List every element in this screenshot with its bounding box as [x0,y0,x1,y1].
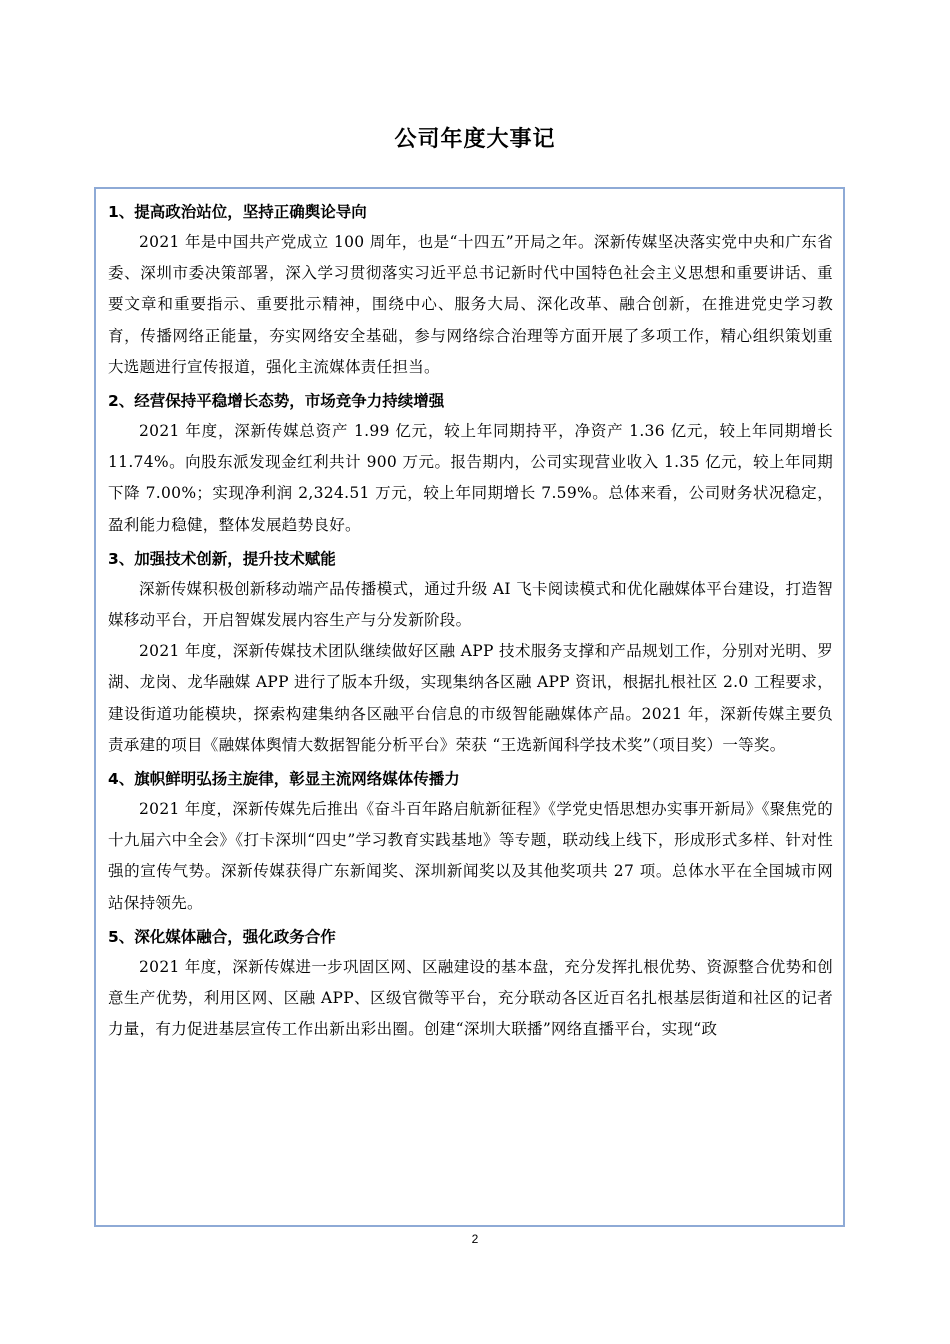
section-heading-2: 2、经营保持平稳增长态势，市场竞争力持续增强 [108,392,445,411]
section-heading-1: 1、提高政治站位，坚持正确舆论导向 [108,203,367,221]
section-1-paragraph-1: 2021 年是中国共产党成立 100 周年，也是“十四五”开局之年。深新传媒坚决落实党中央和广东省委、深圳市委决策部署，深入学习贯彻落实习近平总书记新时代中国特色社会主义思想和重要讲话、重要文章和重要指示、重要批示精神，围绕中心、服务大局、深化改革、融合创新，在推进党史学习教育，传播网络正能量，夯实网络安全基础，参与网络综合治理等方面开展了多项工作，精心组织策划重大选题进行宣传报道，强化主流媒体责任担当。 [108,233,833,376]
section-3-paragraph-1: 深新传媒积极创新移动端产品传播模式，通过升级 AI 飞卡阅读模式和优化融媒体平台建设，打造智媒移动平台，开启智媒发展内容生产与分发新阶段。 [108,579,833,630]
section-2-paragraph-1: 2021 年度，深新传媒总资产 1.99 亿元，较上年同期持平，净资产 1.36 亿元，较上年同期增长 11.74%。向股东派发现金红利共计 900 万元。报告期内，公司实现营业收入 1.35 亿元，较上年同期下降 7.00%；实现净利润 2,324.51 万元，较上年同期增长 7.59%。总体来看，公司财务状况稳定，盈利能力稳健，整体发展趋势良好。 [108,422,833,534]
section-heading-4: 4、旗帜鲜明弘扬主旋律，彰显主流网络媒体传播力 [108,770,460,789]
content-box [94,187,845,1227]
section-heading-3: 3、加强技术创新，提升技术赋能 [108,549,336,568]
section-heading-5: 5、深化媒体融合，强化政务合作 [108,927,336,946]
section-3-paragraph-2: 2021 年度，深新传媒技术团队继续做好区融 APP 技术服务支撑和产品规划工作，分别对光明、罗湖、龙岗、龙华融媒 APP 进行了版本升级，实现集纳各区融 APP 资讯，根据扎根社区 2.0 工程要求，建设街道功能模块，探索构建集纳各区融平台信息的市级智能融媒体产品。2021 年，深新传媒主要负责承建的项目《融媒体舆情大数据智能分析平台》荣获 “王选新闻科学技术奖”（项目奖）一等奖。 [108,642,833,754]
page-title: 公司年度大事记 [394,127,556,152]
page-number: 2 [471,1232,479,1246]
section-5-paragraph-1: 2021 年度，深新传媒进一步巩固区网、区融建设的基本盘，充分发挥扎根优势、资源整合优势和创意生产优势，利用区网、区融 APP、区级官微等平台，充分联动各区近百名扎根基层街道和社区的记者力量，有力促进基层宣传工作出新出彩出圈。创建“深圳大联播”网络直播平台，实现“政 [108,957,833,1039]
section-4-paragraph-1: 2021 年度，深新传媒先后推出《奋斗百年路启航新征程》《学党史悟思想办实事开新局》《聚焦党的十九届六中全会》《打卡深圳“四史”学习教育实践基地》等专题，联动线上线下，形成形式多样、针对性强的宣传气势。深新传媒获得广东新闻奖、深圳新闻奖以及其他奖项共 27 项。总体水平在全国城市网站保持领先。 [108,800,833,912]
